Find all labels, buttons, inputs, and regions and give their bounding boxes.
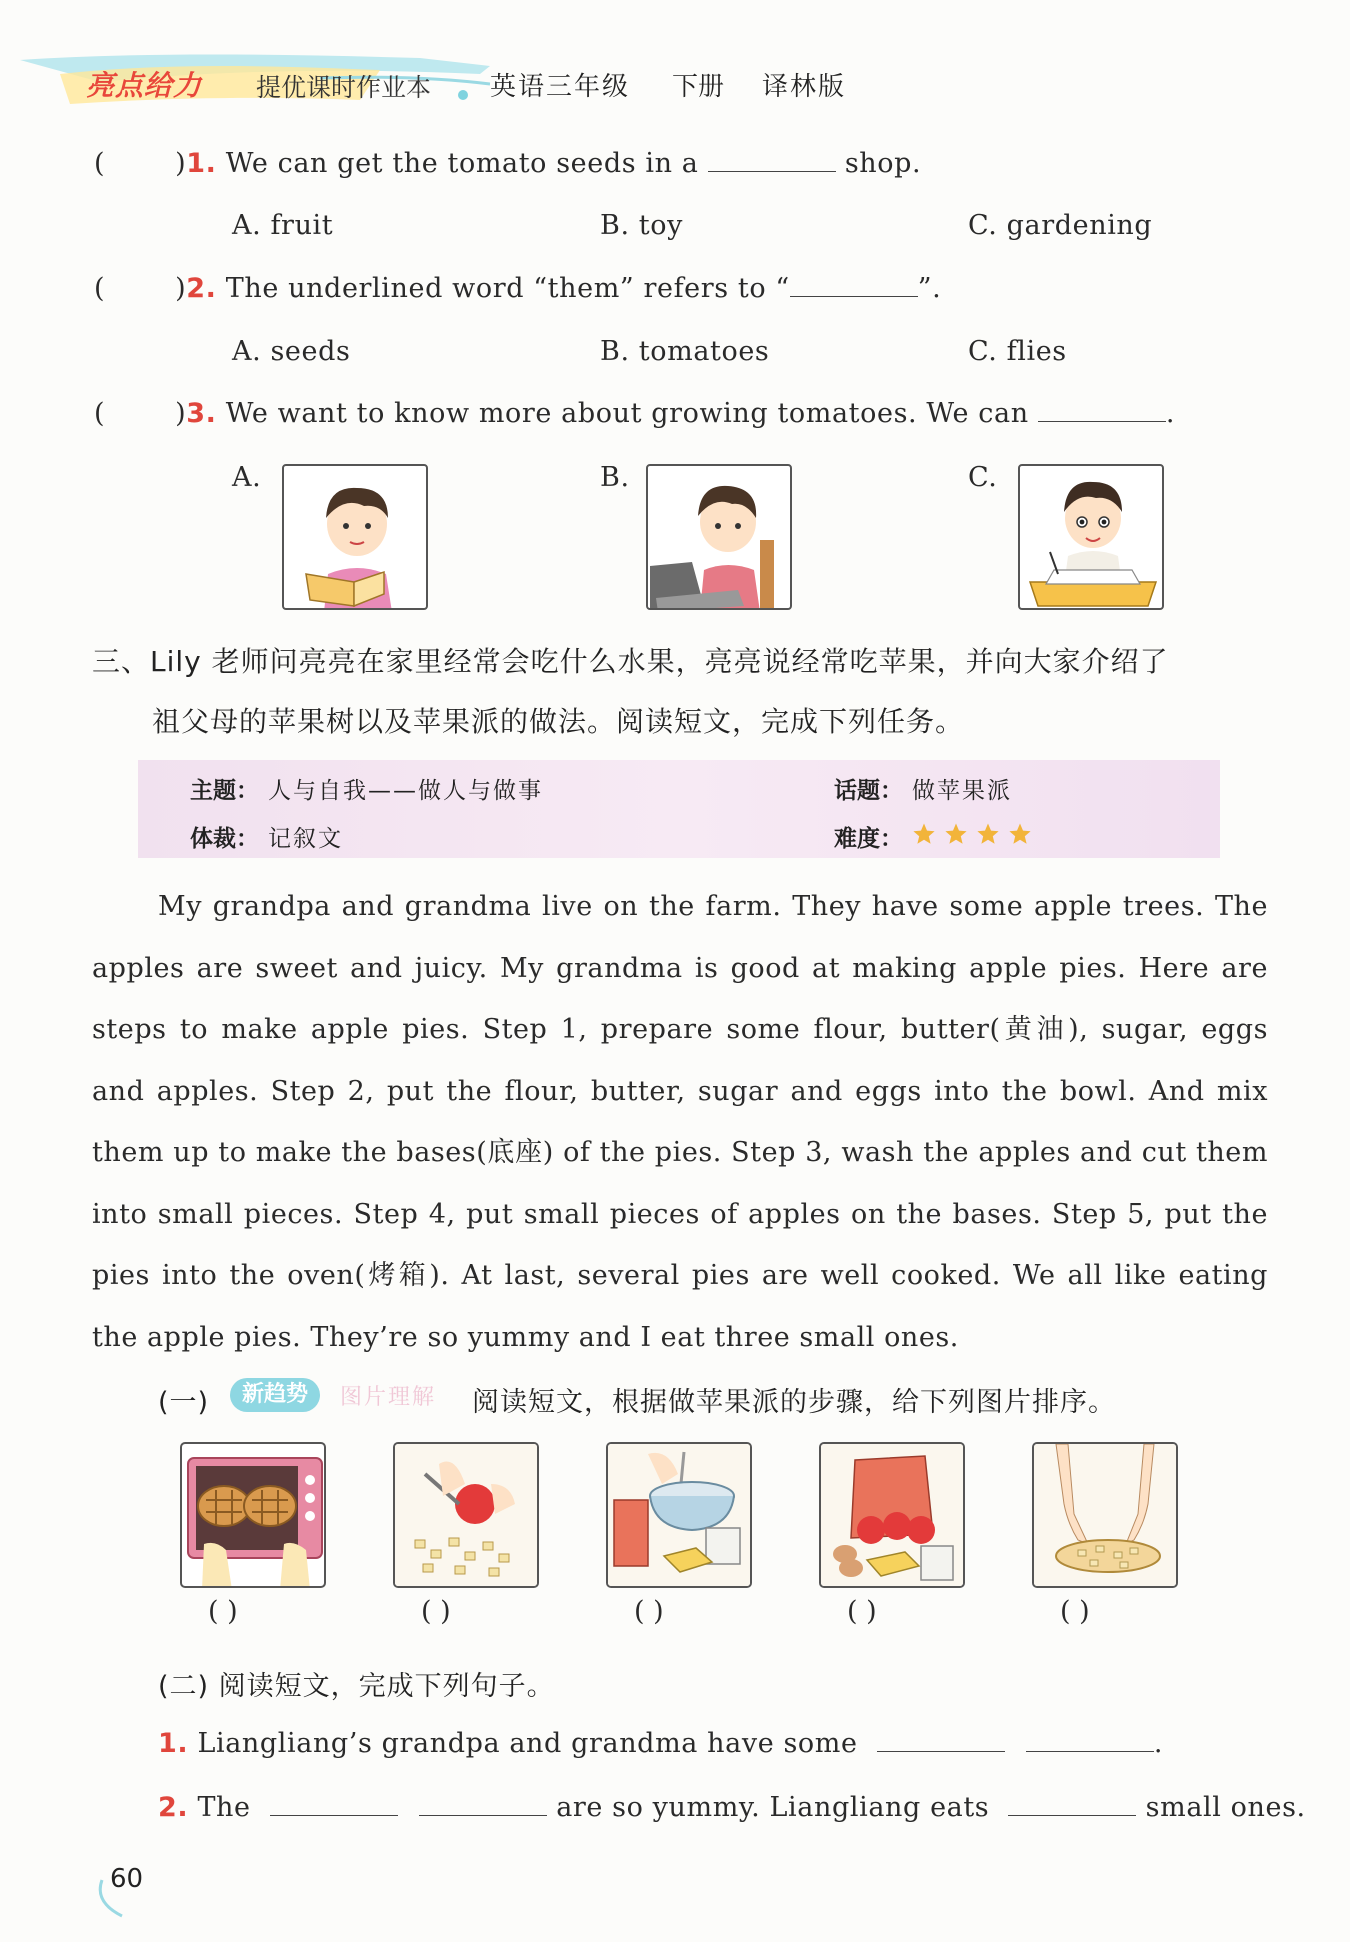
answer-paren-open: ( [94,398,106,429]
picture-boy-writing-at-desk[interactable] [1018,464,1164,610]
picture-understanding-tag: 图片理解 [340,1385,437,1410]
option-b[interactable]: B. tomatoes [600,336,770,367]
sentence-text-end: small ones. [1145,1792,1306,1823]
topic-label: 话题： [834,778,903,804]
star-icon [1008,822,1032,846]
question-text: The underlined word “them” refers to “ [225,273,790,304]
question-text: We can get the tomato seeds in a [225,148,699,179]
series-subtitle: 提优课时作业本 [256,73,432,102]
sentence-text-end: . [1153,1728,1164,1759]
question-2 [94,273,941,304]
answer-paren-open: ( [94,148,106,179]
question-number: 1. [186,148,217,179]
answer-paren-close: ) [175,398,187,429]
book-edition: 译林版 [762,72,847,102]
sentence-number: 2. [158,1792,189,1823]
header-dot [458,90,468,100]
question-3 [94,398,1175,429]
option-a[interactable]: A. fruit [232,210,334,241]
order-answer-1[interactable]: ( ) [208,1596,238,1627]
star-icon [912,822,936,846]
option-a[interactable]: A. [232,462,262,493]
passage-line: pies into the oven(烤箱). At last, several pies are well cooked. We all like eating [92,1260,1268,1291]
answer-paren-close: ) [175,273,187,304]
question-text-end: shop. [844,148,922,179]
picture-boy-using-computer[interactable] [646,464,792,610]
task-1-prefix: (一) [158,1387,210,1418]
reading-passage [92,876,1268,1368]
question-text-end: ”. [917,273,942,304]
fill-blank[interactable] [877,1748,1005,1752]
fill-blank[interactable] [1008,1812,1136,1816]
theme-label: 主题： [190,778,259,804]
fill-blank[interactable] [1038,418,1166,422]
passage-line: steps to make apple pies. Step 1, prepare some flour, butter(黄油), sugar, eggs [92,1014,1268,1045]
fill-blank[interactable] [419,1812,547,1816]
genre-label: 体裁： [190,826,259,852]
passage-line: and apples. Step 2, put the flour, butter, sugar and eggs into the bowl. And mix [92,1075,1268,1107]
passage-line: into small pieces. Step 4, put small pieces of apples on the bases. Step 5, put the [92,1198,1268,1230]
new-trend-badge: 新趋势 [230,1378,320,1412]
theme-value: 人与自我——做人与做事 [268,778,543,804]
option-c[interactable]: C. [968,462,998,493]
picture-putting-apples-on-base[interactable] [1032,1442,1178,1588]
section-3-intro-line1: 三、Lily 老师问亮亮在家里经常会吃什么水果，亮亮说经常吃苹果，并向大家介绍了 [92,645,1169,678]
order-answer-2[interactable]: ( ) [421,1596,451,1627]
passage-line: the apple pies. They’re so yummy and I eat three small ones. [92,1321,959,1353]
fill-blank[interactable] [708,168,836,172]
task-2-heading: (二) 阅读短文，完成下列句子。 [158,1671,555,1702]
option-a[interactable]: A. seeds [232,336,351,367]
picture-ingredients[interactable] [819,1442,965,1588]
section-3-intro-line2: 祖父母的苹果树以及苹果派的做法。阅读短文，完成下列任务。 [152,705,965,738]
picture-cutting-apples[interactable] [393,1442,539,1588]
fill-blank[interactable] [270,1812,398,1816]
question-1 [94,148,921,179]
brand-title: 亮点给力 [86,69,203,102]
picture-boy-reading-book[interactable] [282,464,428,610]
sentence-text: are so yummy. Liangliang eats [556,1792,990,1823]
passage-line: apples are sweet and juicy. My grandma is good at making apple pies. Here are [92,952,1268,984]
sentence-1 [158,1728,1163,1759]
genre-value: 记叙文 [268,826,343,852]
question-number: 2. [186,273,217,304]
order-answer-5[interactable]: ( ) [1060,1596,1090,1627]
fill-blank[interactable] [790,293,918,297]
star-icon [944,822,968,846]
option-c[interactable]: C. gardening [968,210,1153,241]
option-c[interactable]: C. flies [968,336,1067,367]
sentence-text: Liangliang’s grandpa and grandma have some [197,1728,858,1759]
fill-blank[interactable] [1026,1748,1154,1752]
difficulty-label: 难度： [834,826,903,852]
question-number: 3. [186,398,217,429]
topic-value: 做苹果派 [912,778,1012,804]
question-text: We want to know more about growing tomatoes. We can [225,398,1029,429]
order-answer-3[interactable]: ( ) [634,1596,664,1627]
answer-paren-close: ) [175,148,187,179]
picture-mixing-in-bowl[interactable] [606,1442,752,1588]
picture-pies-in-oven[interactable] [180,1442,326,1588]
star-icon [976,822,1000,846]
option-b[interactable]: B. toy [600,210,683,241]
book-volume: 下册 [672,72,725,102]
sentence-2 [158,1792,1306,1823]
order-answer-4[interactable]: ( ) [847,1596,877,1627]
book-subject-grade: 英语三年级 [490,72,631,102]
passage-line: My grandpa and grandma live on the farm. They have some apple trees. The [158,891,1268,922]
sentence-number: 1. [158,1728,189,1759]
page-number: 60 [110,1864,144,1894]
task-1-instruction: 阅读短文，根据做苹果派的步骤，给下列图片排序。 [472,1387,1116,1418]
question-text-end: . [1165,398,1176,429]
passage-line: them up to make the bases(底座) of the pies. Step 3, wash the apples and cut them [92,1137,1268,1168]
option-b[interactable]: B. [600,462,630,493]
sentence-text: The [197,1792,251,1823]
answer-paren-open: ( [94,273,106,304]
